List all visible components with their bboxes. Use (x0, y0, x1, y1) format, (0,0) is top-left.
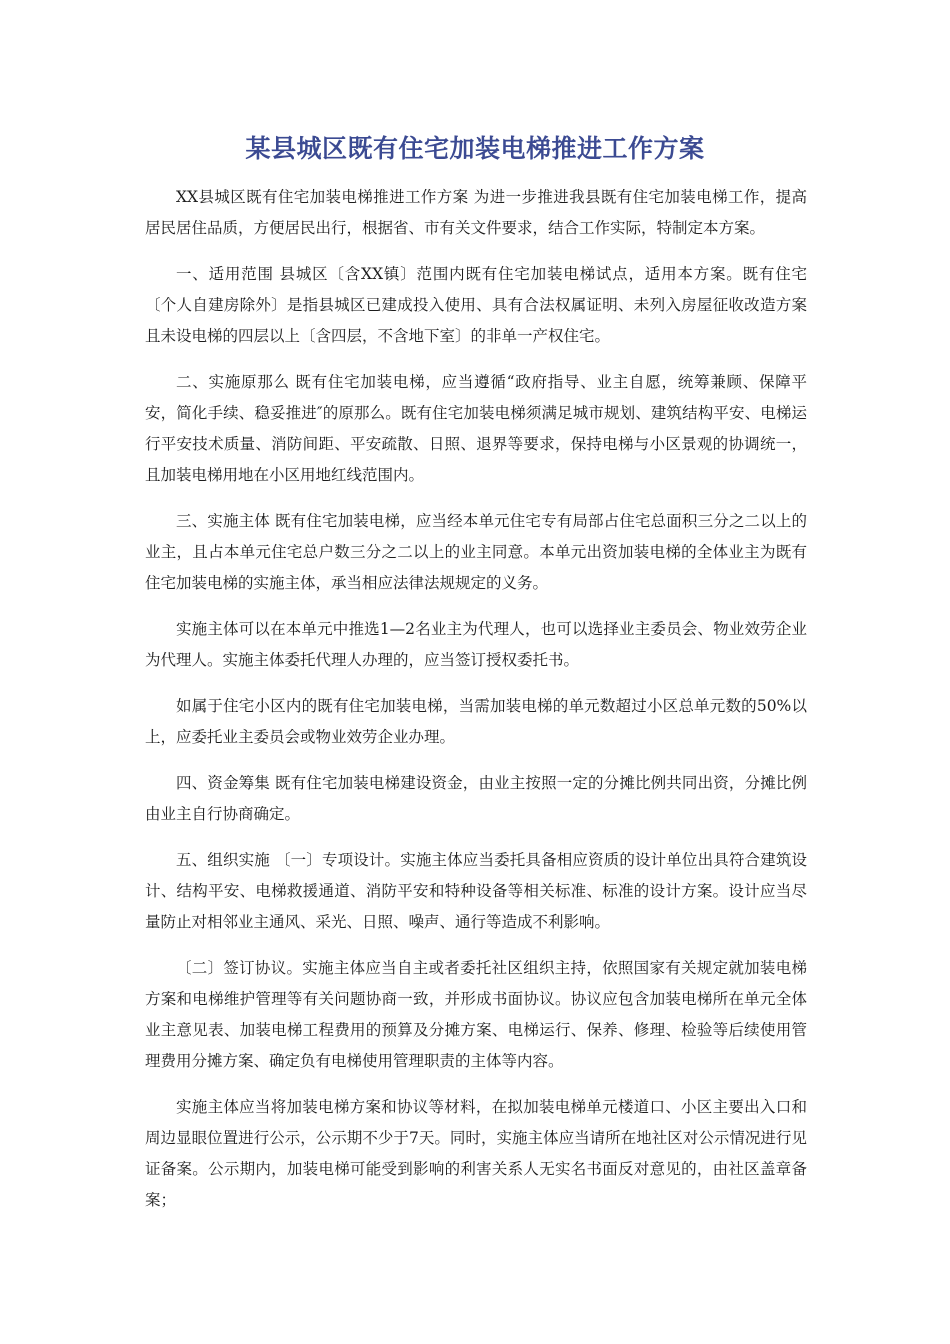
document-body (145, 182, 807, 1231)
paragraph-publicity: 实施主体应当将加装电梯方案和协议等材料，在拟加装电梯单元楼道口、小区主要出入口和周边显眼位置进行公示，公示期不少于7天。同时，实施主体应当请所在地社区对公示情况进行见证备案。公示期内，加装电梯可能受到影响的利害关系人无实名书面反对意见的，由社区盖章备案； (145, 1098, 807, 1209)
paragraph-principles: 二、实施原那么 既有住宅加装电梯，应当遵循“政府指导、业主自愿，统筹兼顾、保障平安，简化手续、稳妥推进″的原那么。既有住宅加装电梯须满足城市规划、建筑结构平安、电梯运行平安技术质量、消防间距、平安疏散、日照、退界等要求，保持电梯与小区景观的协调统一，且加装电梯用地在小区用地红线范围内。 (145, 373, 807, 484)
paragraph-scope: 一、适用范围 县城区〔含XX镇〕范围内既有住宅加装电梯试点，适用本方案。既有住宅〔个人自建房除外〕是指县城区已建成投入使用、具有合法权属证明、未列入房屋征收改造方案且未设电梯的四层以上〔含四层，不含地下室〕的非单一产权住宅。 (145, 265, 807, 345)
document-title: 某县城区既有住宅加装电梯推进工作方案 (245, 134, 705, 163)
paragraph-implementing-party: 三、实施主体 既有住宅加装电梯，应当经本单元住宅专有局部占住宅总面积三分之二以上的业主，且占本单元住宅总户数三分之二以上的业主同意。本单元出资加装电梯的全体业主为既有住宅加装电梯的实施主体，承当相应法律法规规定的义务。 (145, 512, 807, 592)
paragraph-design: 五、组织实施 〔一〕专项设计。实施主体应当委托具备相应资质的设计单位出具符合建筑设计、结构平安、电梯救援通道、消防平安和特种设备等相关标准、标准的设计方案。设计应当尽量防止对相邻业主通风、采光、日照、噪声、通行等造成不利影响。 (145, 851, 807, 931)
paragraph-community: 如属于住宅小区内的既有住宅加装电梯，当需加装电梯的单元数超过小区总单元数的50%以上，应委托业主委员会或物业效劳企业办理。 (145, 697, 807, 746)
paragraph-intro: XX县城区既有住宅加装电梯推进工作方案 为进一步推进我县既有住宅加装电梯工作，提高居民居住品质，方便居民出行，根据省、市有关文件要求，结合工作实际，特制定本方案。 (145, 188, 807, 237)
paragraph-funding: 四、资金筹集 既有住宅加装电梯建设资金，由业主按照一定的分摊比例共同出资，分摊比例由业主自行协商确定。 (145, 774, 807, 823)
paragraph-agent: 实施主体可以在本单元中推选1—2名业主为代理人，也可以选择业主委员会、物业效劳企业为代理人。实施主体委托代理人办理的，应当签订授权委托书。 (145, 620, 807, 669)
paragraph-agreement: 〔二〕签订协议。实施主体应当自主或者委托社区组织主持，依照国家有关规定就加装电梯方案和电梯维护管理等有关问题协商一致，并形成书面协议。协议应包含加装电梯所在单元全体业主意见表、加装电梯工程费用的预算及分摊方案、电梯运行、保养、修理、检验等后续使用管理费用分摊方案、确定负有电梯使用管理职责的主体等内容。 (145, 959, 807, 1070)
